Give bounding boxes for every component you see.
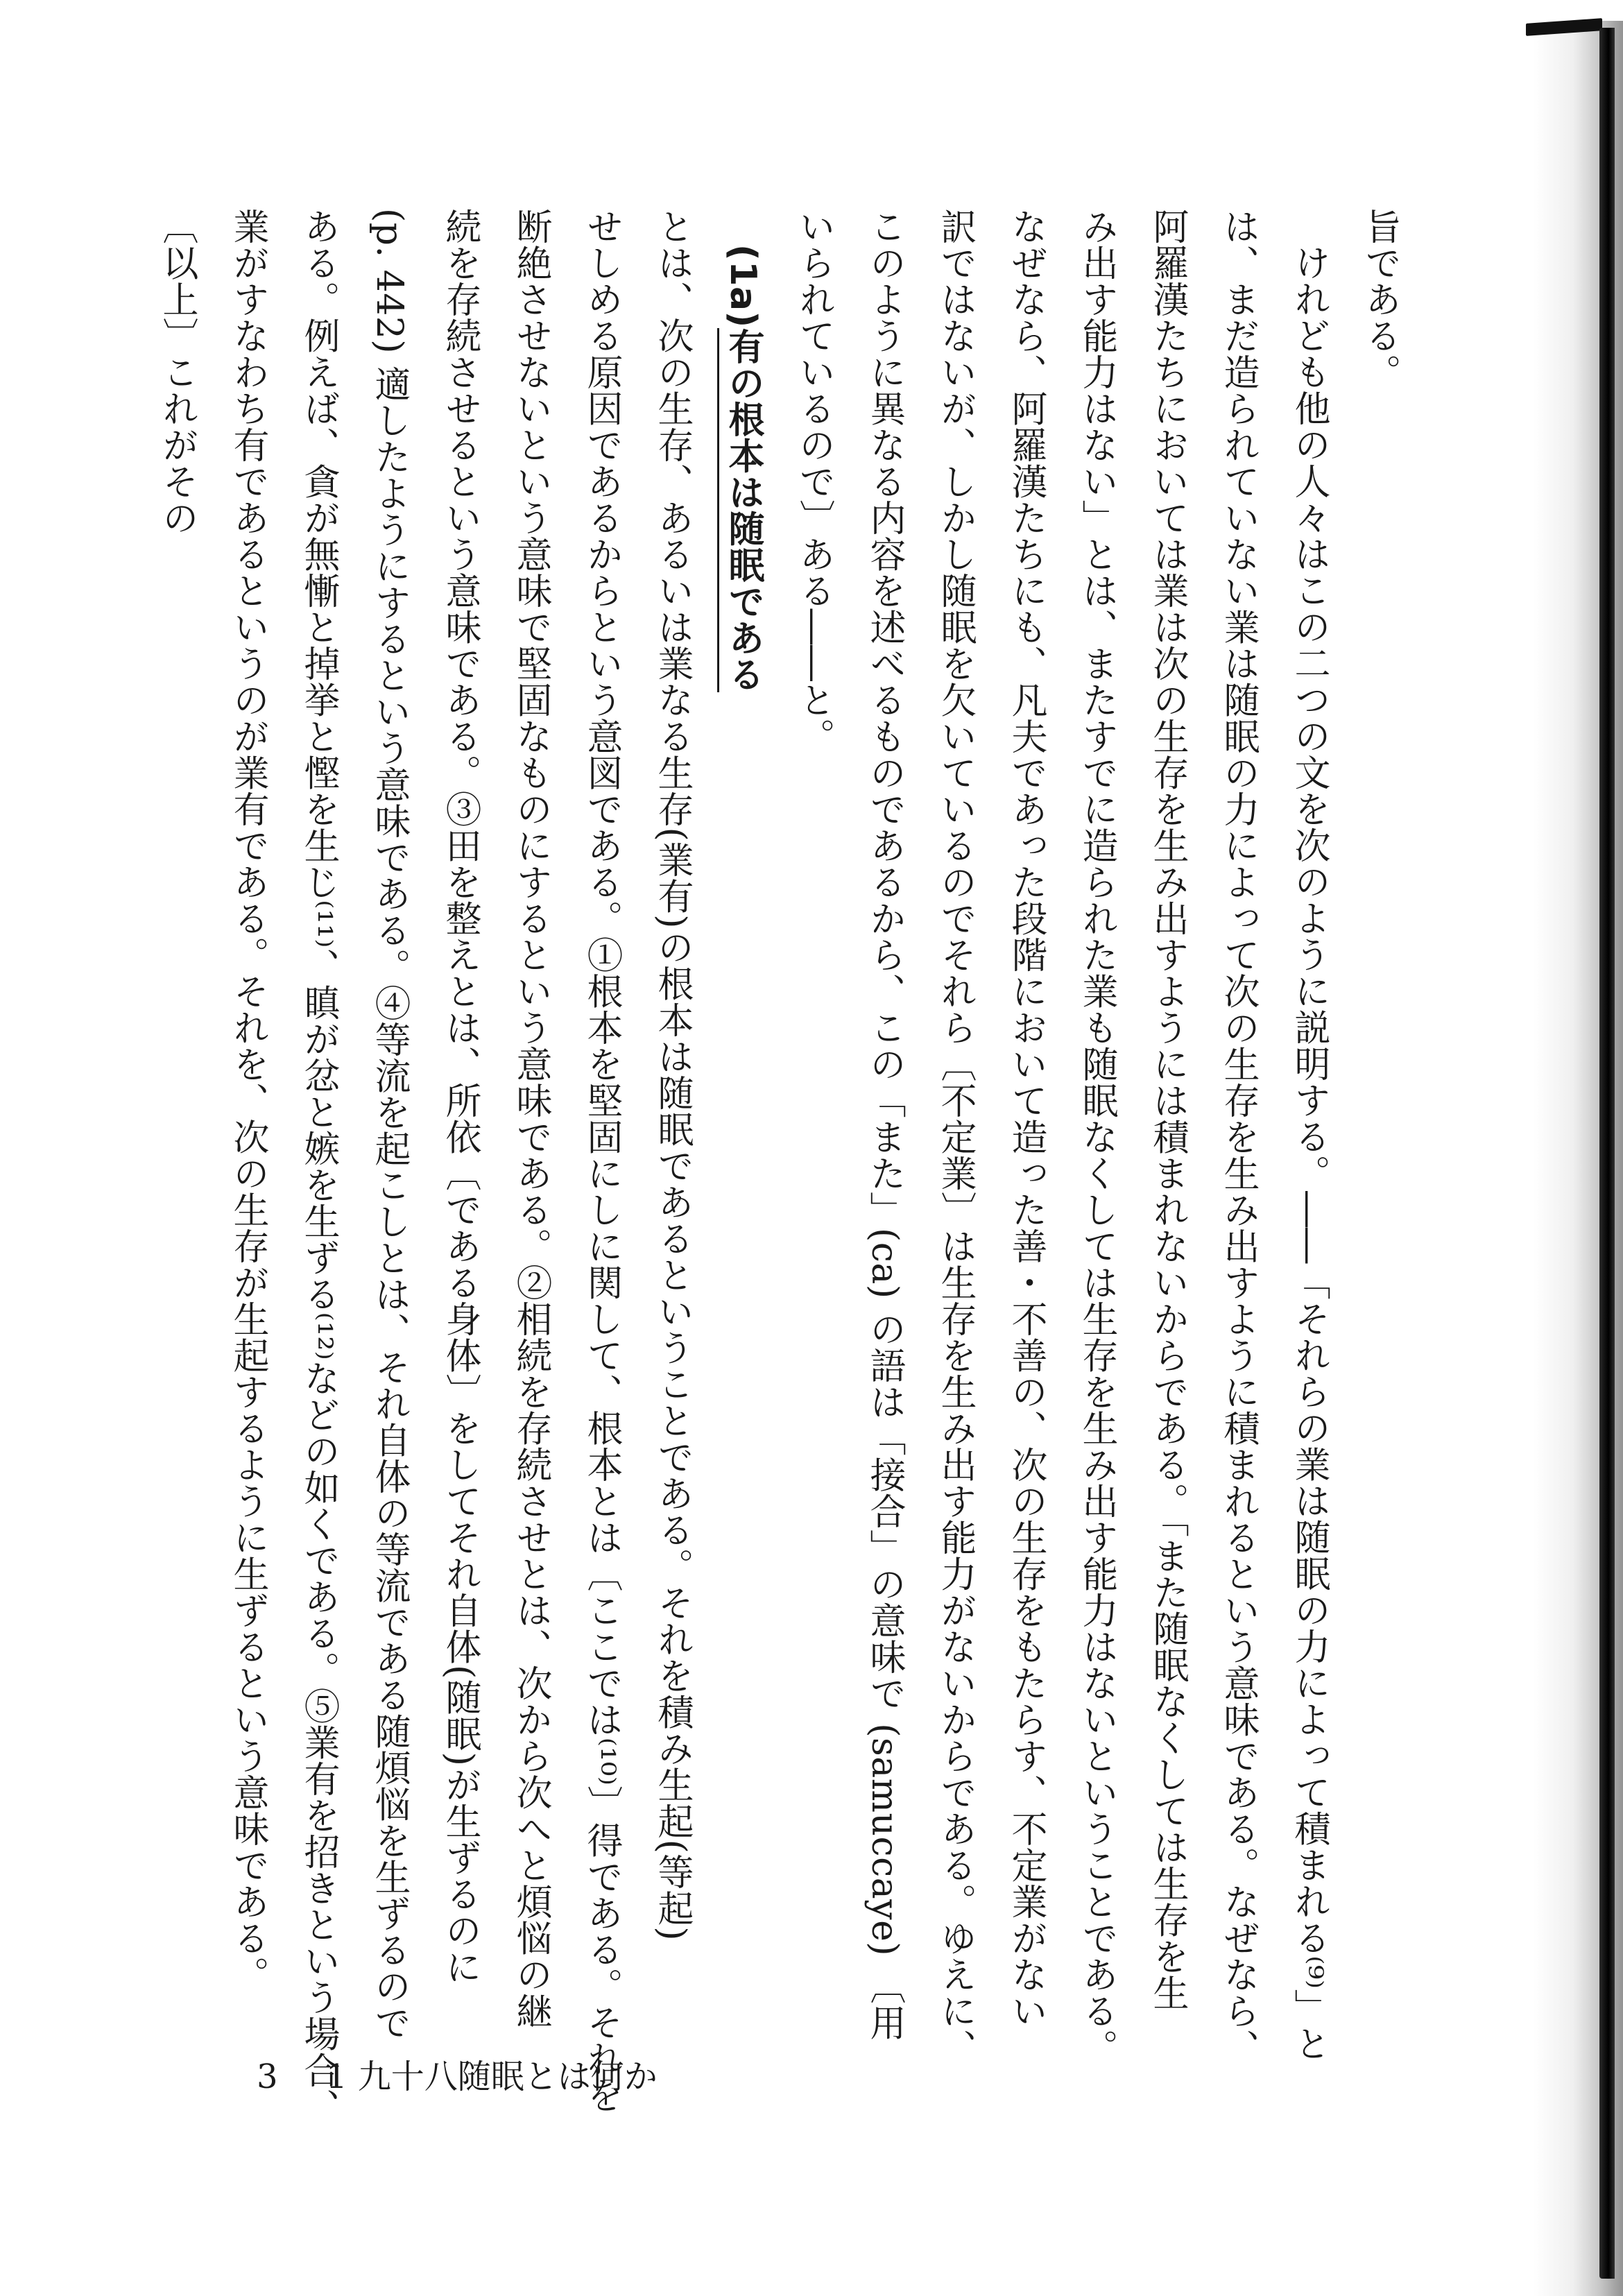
text-line: 断絶させないという意味で堅固なものにするという意味である。②相続を存続させとは、次から次へと煩悩の継 xyxy=(510,208,551,2029)
text-line: 業がすなわち有であるというのが業有である。それを、次の生存が生起するように生ずるという意味である。 xyxy=(227,208,268,1993)
text-line: このように異なる内容を述べるものであるから、この「また」(ca) の語は「接合」の意味で (samuccaye) 〔用 xyxy=(864,208,905,2041)
section-number: (1a) xyxy=(722,244,764,328)
text-line: 続を存続させるという意味である。③田を整えとは、所依〔である身体〕をしてそれ自体(随眠)が生ずるのに xyxy=(439,208,481,1985)
page-number: 3 xyxy=(257,2057,278,2096)
section-heading xyxy=(707,208,778,2046)
binding-edge xyxy=(1599,28,1615,2279)
text-line: けれども他の人々はこの二つの文を次のように説明する。――「それらの業は随眠の力によって積まれる⁽⁹⁾」と xyxy=(1288,244,1330,2062)
text-line: なぜなら、阿羅漢たちにも、凡夫であった段階において造った善・不善の、次の生存をもたらす、不定業がない xyxy=(1005,208,1047,2029)
text-line: 阿羅漢たちにおいては業は次の生存を生み出すようには積まれないからである。「また随眠なくしては生存を生 xyxy=(1147,208,1188,2011)
chapter-title: 1 九十八随眠とは何か xyxy=(326,2057,658,2096)
text-line: (p. 442) 適したようにするという意味である。④等流を起こしとは、それ自体の等流である随煩悩を生ずるので xyxy=(368,208,410,2041)
section-title: 有の根本は随眠である xyxy=(717,328,764,692)
text-line: 訳ではないが、しかし随眠を欠いているのでそれら〔不定業〕は生存を生み出す能力がないからである。ゆえに、 xyxy=(934,208,976,2066)
text-line: は、まだ造られていない業は随眠の力によって次の生存を生み出すように積まれるという意味である。なぜなら、 xyxy=(1217,208,1259,2066)
page-footer xyxy=(257,2050,658,2098)
text-line: 旨である。 xyxy=(1359,208,1400,391)
text-line: 〔以上〕これがその xyxy=(156,208,198,536)
text-line: いられているので〕ある――と。 xyxy=(793,208,834,755)
text-line: とは、次の生存、あるいは業なる生存(業有)の根本は随眠であるということである。それを積み生起(等起) xyxy=(651,208,693,1942)
text-line: ある。例えば、貪が無慚と掉挙と慳を生じ⁽¹¹⁾、瞋が忿と嫉を生ずる⁽¹²⁾などの如くである。⑤業有を招きという場合、 xyxy=(298,208,339,2125)
text-line: せしめる原因であるからという意図である。①根本を堅固にしに関して、根本とは〔ここでは⁽¹⁰⁾〕得である。それを xyxy=(581,208,622,2114)
text-line: み出す能力はない」とは、またすでに造られた業も随眠なくしては生存を生み出す能力はないということである。 xyxy=(1076,208,1117,2066)
